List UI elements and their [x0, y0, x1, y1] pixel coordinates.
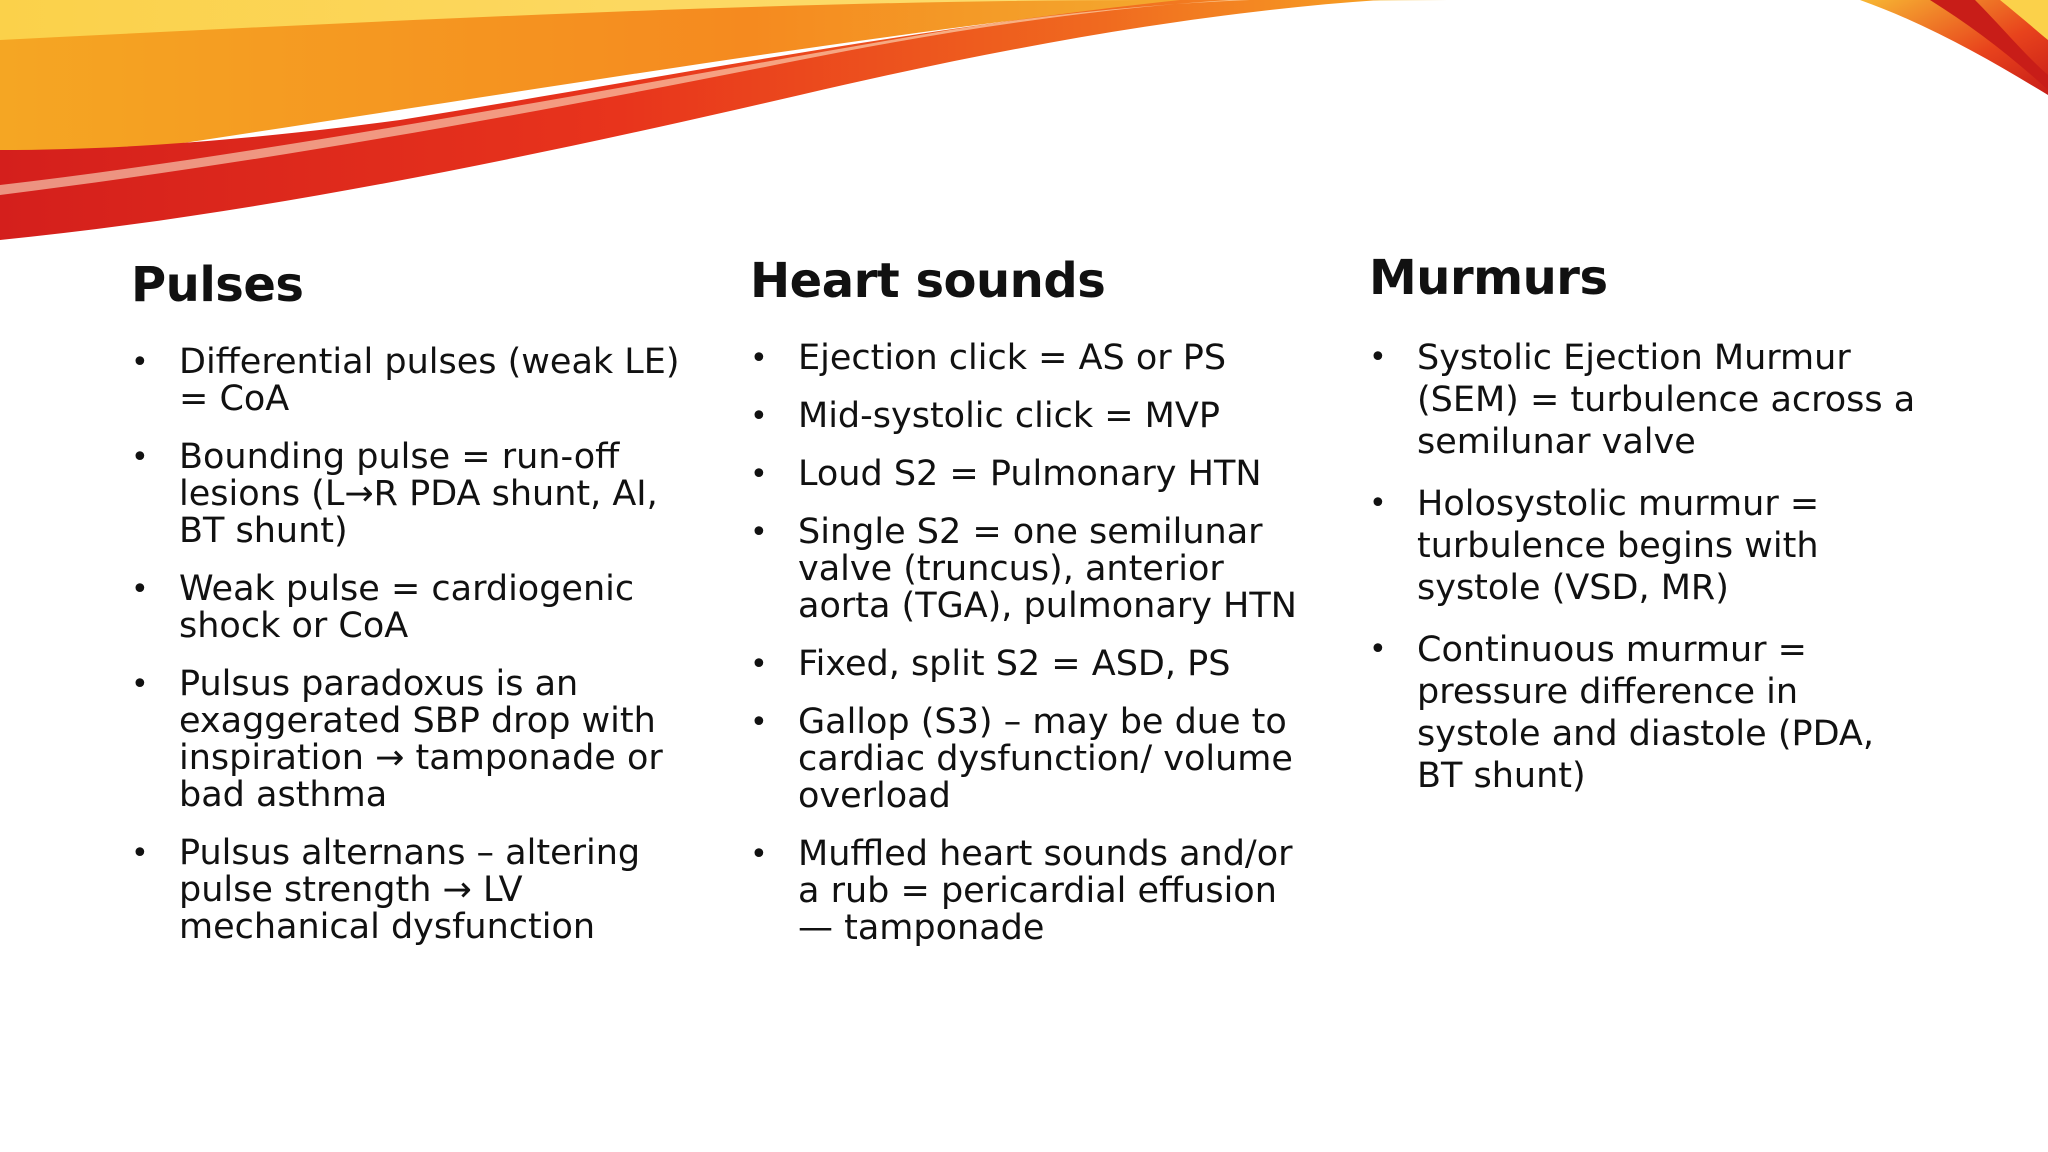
- bullet-marker: •: [1369, 486, 1387, 521]
- bullet-item: [750, 836, 1310, 947]
- bullet-marker: •: [131, 667, 149, 702]
- bullet-text: Systolic Ejection Murmur (SEM) = turbulence across a semilunar valve: [1417, 338, 1916, 462]
- bullet-text: Mid-systolic click = MVP: [798, 396, 1220, 436]
- bullet-item: [131, 666, 691, 814]
- bullet-text: Gallop (S3) – may be due to cardiac dysfunction/ volume overload: [798, 702, 1293, 816]
- bullet-list: [750, 340, 1310, 947]
- bullet-list: [131, 344, 691, 946]
- bullet-text: Fixed, split S2 = ASD, PS: [798, 644, 1231, 684]
- bullet-marker: •: [131, 836, 149, 871]
- bullet-marker: •: [750, 341, 768, 376]
- bullet-item: [131, 835, 691, 946]
- column-heart-sounds: [750, 255, 1310, 968]
- bullet-marker: •: [750, 705, 768, 740]
- bullet-item: [1369, 337, 1929, 463]
- bullet-marker: •: [750, 837, 768, 872]
- bullet-marker: •: [750, 457, 768, 492]
- bullet-marker: •: [750, 647, 768, 682]
- bullet-text: Muffled heart sounds and/or a rub = pericardial effusion — tamponade: [798, 834, 1293, 948]
- bullet-item: [750, 340, 1310, 377]
- column-title: Heart sounds: [750, 253, 1106, 309]
- bullet-item: [131, 439, 691, 550]
- bullet-marker: •: [131, 572, 149, 607]
- column-title: Murmurs: [1369, 250, 1608, 306]
- bullet-marker: •: [1369, 340, 1387, 375]
- bullet-item: [1369, 629, 1929, 797]
- bullet-text: Loud S2 = Pulmonary HTN: [798, 454, 1262, 494]
- column-title: Pulses: [131, 257, 304, 313]
- bullet-item: [750, 514, 1310, 625]
- bullet-marker: •: [750, 515, 768, 550]
- bullet-text: Single S2 = one semilunar valve (truncus), anterior aorta (TGA), pulmonary HTN: [798, 512, 1297, 626]
- column-murmurs: [1369, 250, 1929, 817]
- bullet-marker: •: [1369, 632, 1387, 667]
- bullet-text: Pulsus paradoxus is an exaggerated SBP drop with inspiration → tamponade or bad asthma: [179, 664, 663, 815]
- bullet-text: Bounding pulse = run-off lesions (L→R PDA shunt, AI, BT shunt): [179, 437, 658, 551]
- bullet-marker: •: [750, 399, 768, 434]
- bullet-item: [131, 571, 691, 645]
- bullet-text: Continuous murmur = pressure difference in systole and diastole (PDA, BT shunt): [1417, 630, 1874, 796]
- decorative-swoosh-graphic: [0, 0, 2048, 250]
- bullet-item: [131, 344, 691, 418]
- bullet-item: [1369, 483, 1929, 609]
- bullet-item: [750, 456, 1310, 493]
- bullet-list: [1369, 337, 1929, 797]
- bullet-text: Holosystolic murmur = turbulence begins with systole (VSD, MR): [1417, 484, 1820, 608]
- column-pulses: [131, 255, 691, 967]
- bullet-item: [750, 398, 1310, 435]
- bullet-text: Differential pulses (weak LE) = CoA: [179, 342, 680, 419]
- bullet-marker: •: [131, 440, 149, 475]
- bullet-item: [750, 646, 1310, 683]
- bullet-text: Ejection click = AS or PS: [798, 338, 1227, 378]
- bullet-item: [750, 704, 1310, 815]
- bullet-text: Pulsus alternans – altering pulse strength → LV mechanical dysfunction: [179, 833, 641, 947]
- bullet-marker: •: [131, 345, 149, 380]
- bullet-text: Weak pulse = cardiogenic shock or CoA: [179, 569, 635, 646]
